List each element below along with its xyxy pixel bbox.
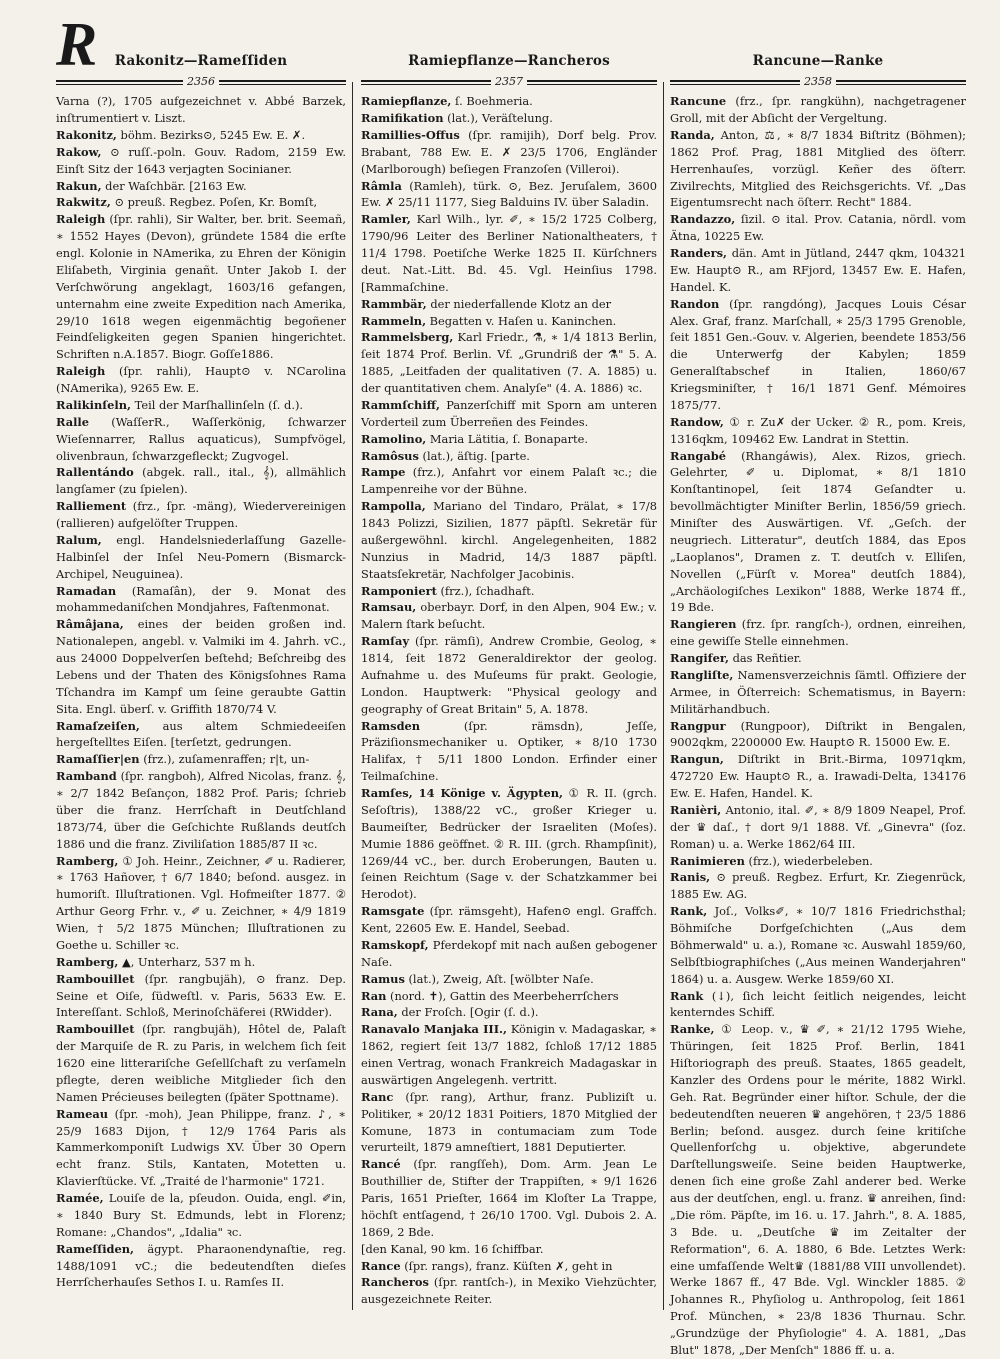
entry-headword: Rangliſte, [670,667,734,682]
entry-text: (ſpr. rangboh), Alfred Nicolas, franz. 𝄞, ∗ 2/7 1842 Beſançon, 1882 Prof. Paris; ſchrieb über die franz. Herrſchaft in Deutſchland 1873/74, über die Geſchichte Rußlands deutſch 1886 und die franz. Ziviliſation 1885/87 II ꝛc. [56,769,347,851]
dictionary-entry [361,448,657,465]
entry-text: Anton, ⚖, ∗ 8/7 1834 Biſtritz (Böhmen); 1862 Prof. Prag, 1881 Mitglied des öſterr. Herrenhauſes, vorzügl. Keñer des öſterr. Zivilrechts, Mitglied des Reichsgerichts. Vf. „Das Eigentumsrecht nach öſterr. Recht" 1884. [670,127,967,210]
entry-headword: Ralle [56,414,90,429]
entry-headword: Ramberg, [56,853,119,868]
entry-headword: Rammbär, [361,296,427,311]
entry-text: Königin v. Madagaskar, ∗ 1862, regiert ſeit 13/7 1882, ſchloß 17/12 1885 einen Vertrag, wonach Frankreich Madagaskar in auswärtigen Angelegenh. vertritt. [361,1022,657,1087]
entry-headword: Rangabé [670,448,726,463]
page-number: 2357 [495,74,523,88]
entry-headword: Ranièri, [670,802,722,817]
entry-text: ⊙ preuß. Regbez. Erfurt, Kr. Ziegenrück, 1885 Ew. AG. [670,870,966,902]
column-header: Ramiepflanze—Rancheros [408,53,610,69]
entry-headword: Rakonitz, [56,127,117,142]
entry-headword: Ralum, [56,532,102,547]
dictionary-entry [361,397,657,431]
dictionary-entry [361,296,657,313]
entry-text: (ſpr. rämſi), Andrew Crombie, Geolog, ∗ 1814, ſeit 1872 Generaldirektor der geolog. Aufnahme u. des Muſeums für prakt. Geologie, London. Hauptwerk: "Physical geology and geography of Great Britain" 5, A. 1878. [361,634,658,716]
column-header: Rakonitz—Rameſſiden [114,53,288,69]
entry-headword: Ramſes, 14 Könige v. Ägypten, [361,786,564,801]
entry-text: der niederfallende Klotz an der [430,296,612,311]
column-header: Rancune—Ranke [752,53,884,69]
entry-text: (ſpr. rämsgeht), Hafen⊙ engl. Graffch. Kent, 22605 Ew. E. Handel, Seebad. [361,904,657,936]
entry-headword: Rampolla, [361,499,426,514]
dictionary-entry [56,194,346,211]
entry-text: Begatten v. Haſen u. Kaninchen. [429,313,617,328]
entry-text: Karl Friedr., ⚗, ∗ 1/4 1813 Berlin, ſeit 1874 Prof. Berlin. Vf. „Grundriß der ⚗" 5. A. 1885, „Leitfaden der qualitativen (7. A. 1885) u. der quantitativen chem. Analyſe" (4. A. 1886) ꝛc. [361,330,658,396]
entry-headword: Ramus [361,971,405,986]
dictionary-entry [361,93,657,110]
entry-headword: Ramadan [56,583,117,598]
entry-text: (Rhangáwis), Alex. Rizos, griech. Gelehrter, ✐ u. Diplomat, ∗ 8/1 1810 Konſtantinopel, ſeit 1874 Geſandter u. bevollmächtigter Miniſter Berlin, 1856/59 griech. Miniſter des Auswärtigen. Vf. „Geſch. der neugriech. Litteratur", deutſch 1884, das Epos „Laoplanos", Dramen z. T. deutſch v. Elliſen, Novellen („Fürſt v. Morea" deutſch 1884), „Archäologiſches Lexikon" 1888, Werke 1874 ff., 19 Bde. [670,448,967,615]
entry-text: Maria Lätitia, ſ. Bonaparte. [429,431,588,446]
dictionary-entry [56,971,346,1022]
entry-headword: Rangpur [670,718,726,733]
entry-headword: Ramberg, [56,954,119,969]
entry-headword: Ramband [56,769,117,784]
entry-text: (Ramaſân), der 9. Monat des mohammedaniſchen Mondjahres, Faſtenmonat. [56,583,346,615]
entry-text: ⊙ preuß. Regbez. Poſen, Kr. Bomſt, [114,195,318,210]
entry-headword: Rammſchiff, [361,397,440,412]
page-number-rule [361,74,657,90]
entry-list [670,93,966,1359]
page-number-rule [670,74,966,90]
entry-headword: Randa, [670,127,715,142]
dictionary-entry [670,903,966,987]
entry-text: ſizil. ⊙ ital. Prov. Catania, nördl. vom Ätna, 10225 Ew. [670,212,966,244]
entry-headword: Randon [670,296,720,311]
entry-headword: Randers, [670,246,727,261]
dictionary-entry [361,1258,657,1275]
entry-text: ⊙ ruſſ.-poln. Gouv. Radom, 2159 Ew. Einſt Sitz der 1643 verjagten Socinianer. [56,144,346,176]
entry-text: Karl Wilh., lyr. ✐, ∗ 15/2 1725 Colberg, 1790/96 Leiter des Berliner Nationaltheaters, † 11/4 1798. Poetiſche Werke 1825 II. Kürſchners deut. Nat.-Litt. Bd. 45. Vgl. Heinſius 1798. [Rammaſchine. [361,212,658,294]
column-divider [352,82,353,1310]
entry-text: Mariano del Tindaro, Prälat, ∗ 17/8 1843 Polizzi, Sizilien, 1877 päpſtl. Sekretär für außergewöhnl. kirchl. Angelegenheiten, 1882 Nunzius in Madrid, 14/3 1887 päpſtl. Staatsſekretär, Nachfolger Jacobinis. [361,499,657,581]
entry-headword: Ramillies-Offus [361,127,460,142]
dictionary-entry [56,616,346,717]
dictionary-entry [361,1156,657,1240]
dictionary-entry [56,853,346,954]
entry-text: (frz.), ſchadhaft. [440,583,535,598]
entry-text: (WaſſerR., Waſſerkönig, ſchwarzer Wieſennarrer, Rallus aquaticus), Sumpfvögel, olivenbraun, ſchwarzgefleckt; Zugvogel. [56,414,347,463]
entry-text: der Waſchbär. [2163 Ew. [105,178,247,193]
entry-headword: Rameau [56,1106,109,1121]
entry-headword: Rana, [361,1005,398,1020]
entry-headword: Ramsden [361,718,421,733]
dictionary-entry [361,1089,657,1157]
dictionary-entry [670,869,966,903]
entry-text: (Ramleh), türk. ⊙, Bez. Jeruſalem, 3600 Ew. ✗ 25/11 1177, Sieg Balduins IV. über Saladin. [361,178,658,210]
entry-headword: Ranis, [670,870,711,885]
entry-headword: Rangieren [670,617,737,632]
entry-text: (lat.), Zweig, Aſt. [wölbter Naſe. [408,971,594,986]
entry-text: (ſpr. rantſch-), in Mexiko Viehzüchter, ausgezeichnete Reiter. [361,1275,657,1307]
column-left [56,52,346,1310]
entry-text: ſ. Boehmeria. [454,94,533,109]
entry-headword: Ralliement [56,499,127,514]
dictionary-entry [361,1241,657,1258]
entry-text: (frz. ſpr. rangſch-), ordnen, einreihen, eine gewiſſe Stelle einnehmen. [670,617,966,649]
entry-text: aus altem Schmiedeeiſen hergeſtelltes Eiſen. [terſetzt, gedrungen. [56,718,347,750]
entry-headword: Rancé [361,1157,401,1172]
entry-text: Louiſe de la, pſeudon. Ouida, engl. ✐in, ∗ 1840 Bury St. Edmunds, lebt in Florenz; Romane: „Chandos", „Idalia" ꝛc. [56,1191,346,1239]
entry-headword: Rancune [670,94,727,109]
dictionary-entry [56,93,346,127]
entry-headword: Rammelsberg, [361,330,454,345]
dictionary-entry [361,178,657,212]
dictionary-entry [56,144,346,178]
entry-text: (frz., ſpr. rangkühn), nachgetragener Groll, mit der Abſicht der Vergeltung. [670,94,966,126]
dictionary-entry [56,414,346,465]
double-rule [836,80,966,85]
dictionary-entry [56,768,346,852]
entry-text: (frz.), Anfahrt vor einem Palaſt ꝛc.; die Lampenreihe vor der Bühne. [361,465,657,497]
dictionary-entry [361,1021,657,1089]
dictionary-entry [361,633,657,717]
entry-text: Teil der Marſhallinſeln (ſ. d.). [134,397,304,412]
entry-text: (ſpr. rang), Arthur, franz. Publiziſt u. Politiker, ∗ 20/12 1831 Poitiers, 1870 Mitglied der Komune, 1873 in contumaciam zum Tode verurteilt, 1879 amneſtiert, 1881 Deputierter. [361,1089,657,1155]
entry-headword: Rameſſiden, [56,1241,134,1256]
entry-headword: Rambouillet [56,1022,135,1037]
entry-headword: Rance [361,1258,401,1273]
dictionary-entry [670,853,966,870]
entry-headword: Ramler, [361,212,411,227]
dictionary-entry [670,93,966,127]
dictionary-entry [670,751,966,802]
entry-headword: Randazzo, [670,212,736,227]
entry-text: ① R. II. (grch. Seſoſtris), 1388/22 vC., großer Krieger u. Baumeiſter, Bedrücker der Israeliten (Moſes). Mumie 1886 geöffnet. ② R. III. (grch. Rhampſinit), 1269/44 vC., ber. durch Eroberungen, Bauten u. ſeinen Reichtum (Sage v. der Schatzkammer bei Herodot). [361,786,658,902]
entry-headword: Rakow, [56,144,102,159]
dictionary-entry [670,718,966,752]
dictionary-entry [361,211,657,295]
dictionary-entry [361,988,657,1005]
dictionary-entry [670,414,966,448]
entry-headword: Rangifer, [670,651,729,666]
dictionary-entry [670,296,966,414]
entry-headword: Rammeln, [361,313,427,328]
dictionary-entry [56,127,346,144]
entry-text: (ſpr. rahli), Haupt⊙ v. NCarolina (NAmerika), 9265 Ew. E. [56,364,346,396]
entry-headword: Ran [361,988,387,1003]
entry-headword: Rank, [670,904,708,919]
dictionary-entry [56,1241,346,1292]
dictionary-entry [361,718,657,786]
entry-text: Joſ., Volks✐, ∗ 10/7 1816 Friedrichsthal; Böhmiſche Dorfgeſchichten („Aus dem Böhmerwald" u. a.), Romane ꝛc. Auswahl 1859/60, Selbſtbiographiſches („Aus meinen Wanderjahren" 1864) u. a. Ausgew. Werke 1859/60 XI. [670,904,967,986]
dictionary-entry [361,903,657,937]
dictionary-entry [361,583,657,600]
entry-headword: Ramsgate [361,904,425,919]
dictionary-entry [361,971,657,988]
entry-headword: Ranke, [670,1022,715,1037]
entry-headword: Rambouillet [56,971,135,986]
dictionary-entry [56,718,346,752]
entry-headword: Rampe [361,465,406,480]
dictionary-entry [361,498,657,582]
entry-text: (lat.), Veräſtelung. [447,111,553,126]
dictionary-entry [56,498,346,532]
entry-headword: Râmâjana, [56,617,124,632]
entry-headword: Ranc [361,1089,394,1104]
entry-text: (ſpr. rangbujäh), Hôtel de, Palaſt der Marquiſe de R. zu Paris, in welchem ſich ſeit 1620 eine litterariſche Geſellſchaft zu verſameln pflegte, deren weibliche Mitglieder ſich den Namen Précieuses beilegten (ſpäter Spottname). [56,1022,346,1104]
dictionary-entry [361,785,657,903]
dictionary-entry [670,802,966,853]
dictionary-entry [361,599,657,633]
entry-text: (Rungpoor), Diſtrikt in Bengalen, 9002qkm, 2200000 Ew. Haupt⊙ R. 15000 Ew. E. [670,718,966,750]
entry-text: ägypt. Pharaonendynaſtie, reg. 1488/1091 vC.; die bedeutendſten dieſes Herrſcherhauſes Sethos I. u. Ramſes II. [56,1241,347,1290]
entry-headword: Ramolino, [361,431,427,446]
entry-text: engl. Handelsniederlaſſung Gazelle-Halbinſel der Inſel Neu-Pomern (Bismarck-Archipel, Neuguinea). [56,532,346,581]
dictionary-entry [361,464,657,498]
entry-text: (frz., ſpr. -mäng), Wiedervereinigen (rallieren) aufgelöſter Truppen. [56,499,346,531]
entry-text: (ſpr. rangdóng), Jacques Louis César Alex. Graf, franz. Marſchall, ∗ 25/3 1795 Grenoble, ſeit 1851 Gen.-Gouv. v. Algerien, beendete 1853/56 die Unterwerfg der Kabylen; 1859 Generalſtabschef in Italien, 1860/67 Kriegsminiſter, † 16/1 1871 Genf. Mémoires 1875/77. [670,296,966,412]
entry-headword: Rancheros [361,1275,429,1290]
entry-text: (ſpr. rahli), Sir Walter, ber. brit. Seemañ, ∗ 1552 Hayes (Devon), gründete 1584 die erſte engl. Kolonie in NAmerika, zu Ehren der Königin Eliſabeth, Virginia genañt. Unter Jakob I. der Verſchwörung angeklagt, 1603/16 gefangen, unternahm eine zweite Expedition nach Amerika, 29/10 1618 wegen eigenmächtig begoñener Feindſeligkeiten gegen Spanien hingerichtet. Schriften n.A.1857. Biogr. Goſſe1886. [56,212,347,362]
entry-headword: Ramôsus [361,448,419,463]
entry-headword: Rallentándo [56,465,134,480]
entry-headword: Ramaſzeiſen, [56,718,140,733]
page-number: 2356 [187,74,215,88]
entry-text: ① r. Zu✗ der Ucker. ② R., pom. Kreis, 1316qkm, 109462 Ew. Landrat in Stettin. [670,414,966,446]
dictionary-entry [361,431,657,448]
dictionary-entry [56,751,346,768]
dictionary-entry [56,532,346,583]
entry-headword: Rangun, [670,752,724,767]
entry-list [56,93,346,1291]
dictionary-entry [361,313,657,330]
entry-headword: Ralikinſeln, [56,397,131,412]
section-letter: R [56,11,98,79]
dictionary-entry [56,211,346,363]
column-right [670,52,967,1357]
entry-text: Antonio, ital. ✐, ∗ 8/9 1809 Neapel, Prof. der ♛ daſ., † dort 9/1 1888. Vf. „Ginevra" (ſoz. Roman) u. a. Werke 1862/64 III. [670,802,966,851]
entry-text: (ſpr. rämsdn), Jeſſe, Präziſionsmechaniker u. Optiker, ∗ 8/10 1730 Halifax, † 5/11 1800 London. Erfinder einer Teilmaſchine. [361,718,657,784]
entry-text: der Froſch. [Ogir (ſ. d.). [401,1005,539,1020]
dictionary-entry [670,127,966,211]
dictionary-entry [670,211,966,245]
entry-text: Diſtrikt in Brit.-Birma, 10971qkm, 472720 Ew. Haupt⊙ R., a. Irawadi-Delta, 134176 Ew. E. Hafen, Handel. K. [670,752,966,801]
entry-text: eines der beiden großen ind. Nationalepen, angebl. v. Valmiki im 4. Jahrh. vC., aus 24000 Doppelverſen beſtehd; Beſchreibg des Lebens und der Thaten des Königsſohnes Rama Tſchandra im Kampf um ſeine geraubte Gattin Sita. Engl. überſ. v. Griffith 1870/74 V. [56,617,347,716]
double-rule [56,80,183,85]
double-rule [670,80,800,85]
entry-text: (abgek. rall., ital., 𝄞), allmählich langſamer (zu ſpielen). [56,465,347,497]
dictionary-entry [670,667,966,718]
double-rule [361,80,491,85]
entry-text: (ſpr. rangſſeh), Dom. Arm. Jean Le Bouthillier de, Stifter der Trappiſten, ∗ 9/1 1626 Paris, 1651 Prieſter, 1664 im Kloſter La Trappe, höchſt entſagend, † 26/10 1700. Vgl. Dubois 2. A. 1869, 2 Bde. [361,1157,657,1239]
entry-headword: Randow, [670,414,724,429]
entry-text: Namensverzeichnis ſämtl. Offiziere der Armee, in Öſterreich: Schematismus, in Bayern: Militärhandbuch. [670,667,966,716]
dictionary-entry [56,464,346,498]
entry-headword: Raleigh [56,212,106,227]
entry-list [361,93,657,1308]
dictionary-entry [56,178,346,195]
entry-text: (ſpr. rangbujäh), ⊙ franz. Dep. Seine et Oiſe, ſüdweſtl. v. Paris, 5633 Ew. E. Intereſſant. Schloß, Merinoſchäferei (RWidder). [56,971,346,1020]
entry-headword: Ramée, [56,1191,104,1206]
dictionary-entry [361,110,657,127]
entry-text: dän. Amt in Jütland, 2447 qkm, 104321 Ew. Haupt⊙ R., am RFjord, 13457 Ew. E. Hafen, Handel. K. [670,246,966,294]
double-rule [219,80,346,85]
page-number-rule [56,74,346,90]
entry-text: ① Joh. Heinr., Zeichner, ✐ u. Radierer, ∗ 1763 Hañover, † 6/7 1840; beſond. ausgez. in humoriſt. Illuſtrationen. Vgl. Hofmeiſter 1877. ② Arthur Georg Frhr. v., ✐ u. Zeichner, ∗ 4/9 1819 Wien, † 5/2 1875 München; Illuſtrationen zu Goethe u. Schiller ꝛc. [56,853,346,952]
entry-text: (ſpr. rangs), franz. Küſten ✗, geht in [404,1258,613,1273]
column-middle [361,52,657,1310]
dictionary-entry [361,1274,657,1308]
dictionary-entry [56,1190,346,1241]
entry-text: ① Leop. v., ♛ ✐, ∗ 21/12 1795 Wiehe, Thüringen, ſeit 1825 Prof. Berlin, 1841 Hiſtoriograph des preuß. Staates, 1865 geadelt, Kanzler des Ordens pour le mérite, 1882 Wirkl. Geh. Rat. Begründer einer hiſtor. Schule, der die bedeutendſten neueren ♛ angehören, † 23/5 1886 Berlin; beſond. ausgez. durch ſeine kritiſche Quellenforſchg u. objektive, abgerundete Darſtellungsweiſe. Seine beiden Hauptwerke, denen ſich eine große Zahl anderer bed. Werke aus der deutſchen, engl. u. franz. ♛ anreihen, ſind: „Die röm. Päpſte, im 16. u. 17. Jahrh.", 8. A. 1885, 3 Bde. u. „Deutſche ♛ im Zeitalter der Reformation", 6. A. 1880, 6 Bde. Letztes Werk: eine umfaſſende Welt♛ (1881/88 VIII unvollendet). Werke 1867 ff., 47 Bde. Vgl. Winckler 1885. ② Johannes R., Phyſiolog u. Anthropolog, ſeit 1861 Prof. München, ∗ 23/8 1836 Thurnau. Schr. „Grundzüge der Phyſiologie" 4. A. 1881, „Das Blut" 1878, „Der Menſch" 1886 ff. u. a. [670,1022,966,1357]
dictionary-entry [361,127,657,178]
entry-text: (ſpr. -moh), Jean Philippe, franz. ♪, ∗ 25/9 1683 Dijon, † 12/9 1764 Paris als Kammerkomponiſt Ludwigs XV. Über 30 Opern echt franz. Stils, Kantaten, Motetten u. Klavierſtücke. Vf. „Traité de l'harmonie" 1721. [56,1106,347,1189]
entry-headword: Ramifikation [361,111,444,126]
dictionary-entry [670,245,966,296]
dictionary-entry [670,448,966,617]
entry-text: (↓), ſich leicht ſeitlich neigendes, leicht kenterndes Schiff. [670,988,967,1020]
dictionary-entry [670,988,966,1022]
entry-headword: Raleigh [56,364,106,379]
page-number: 2358 [804,74,832,88]
dictionary-entry [670,1021,966,1359]
entry-headword: Râmla [361,178,402,193]
entry-headword: Ramaſſier|en [56,752,140,767]
dictionary-entry [361,937,657,971]
entry-text: böhm. Bezirks⊙, 5245 Ew. E. ✗. [120,127,306,142]
double-rule [527,80,657,85]
entry-text: Panzerſchiff mit Sporn am unteren Vorderteil zum Überreñen des Feindes. [361,397,657,429]
dictionary-entry [361,329,657,397]
entry-text: [den Kanal, 90 km. 16 ſchiffbar. [361,1241,544,1256]
entry-text: (frz.), zuſamenraffen; r|t, un- [143,752,310,767]
entry-headword: Rakun, [56,178,102,193]
dictionary-entry [670,616,966,650]
entry-headword: Rakwitz, [56,195,111,210]
dictionary-entry [56,397,346,414]
entry-text: (nord. ✝), Gattin des Meerbeherrſchers [390,988,619,1003]
entry-headword: Rank [670,988,704,1003]
dictionary-entry [56,583,346,617]
dictionary-entry [56,954,346,971]
dictionary-entry [56,1021,346,1105]
entry-headword: Ramskopf, [361,937,429,952]
entry-text: ▲, Unterharz, 537 m h. [121,954,256,969]
dictionary-entry [361,1004,657,1021]
entry-text: das Reñtier. [732,651,802,666]
entry-text: (ſpr. ramijih), Dorf belg. Prov. Brabant, 788 Ew. E. ✗ 23/5 1706, Engländer (Marlborough) beſiegen Franzoſen (Villeroi). [361,127,657,176]
dictionary-entry [56,1106,346,1190]
entry-text: Pferdekopf mit nach außen gebogener Naſe. [361,937,658,969]
dictionary-entry [56,363,346,397]
entry-text: (lat.), äſtig. [parte. [422,448,530,463]
entry-headword: Ranimieren [670,853,745,868]
entry-text: Varna (?), 1705 aufgezeichnet v. Abbé Barzek, inſtrumentiert v. Liszt. [56,94,346,126]
entry-headword: Ramponiert [361,583,437,598]
entry-text: oberbayr. Dorf, in den Alpen, 904 Ew.; v. Malern ſtark beſucht. [361,600,657,632]
entry-headword: Ranavalo Manjaka III., [361,1022,507,1037]
entry-headword: Ramſay [361,634,410,649]
entry-text: (frz.), wiederbeleben. [748,853,873,868]
entry-headword: Ramsau, [361,600,417,615]
entry-headword: Ramiepflanze, [361,94,452,109]
column-divider [663,82,664,1310]
dictionary-entry [670,650,966,667]
